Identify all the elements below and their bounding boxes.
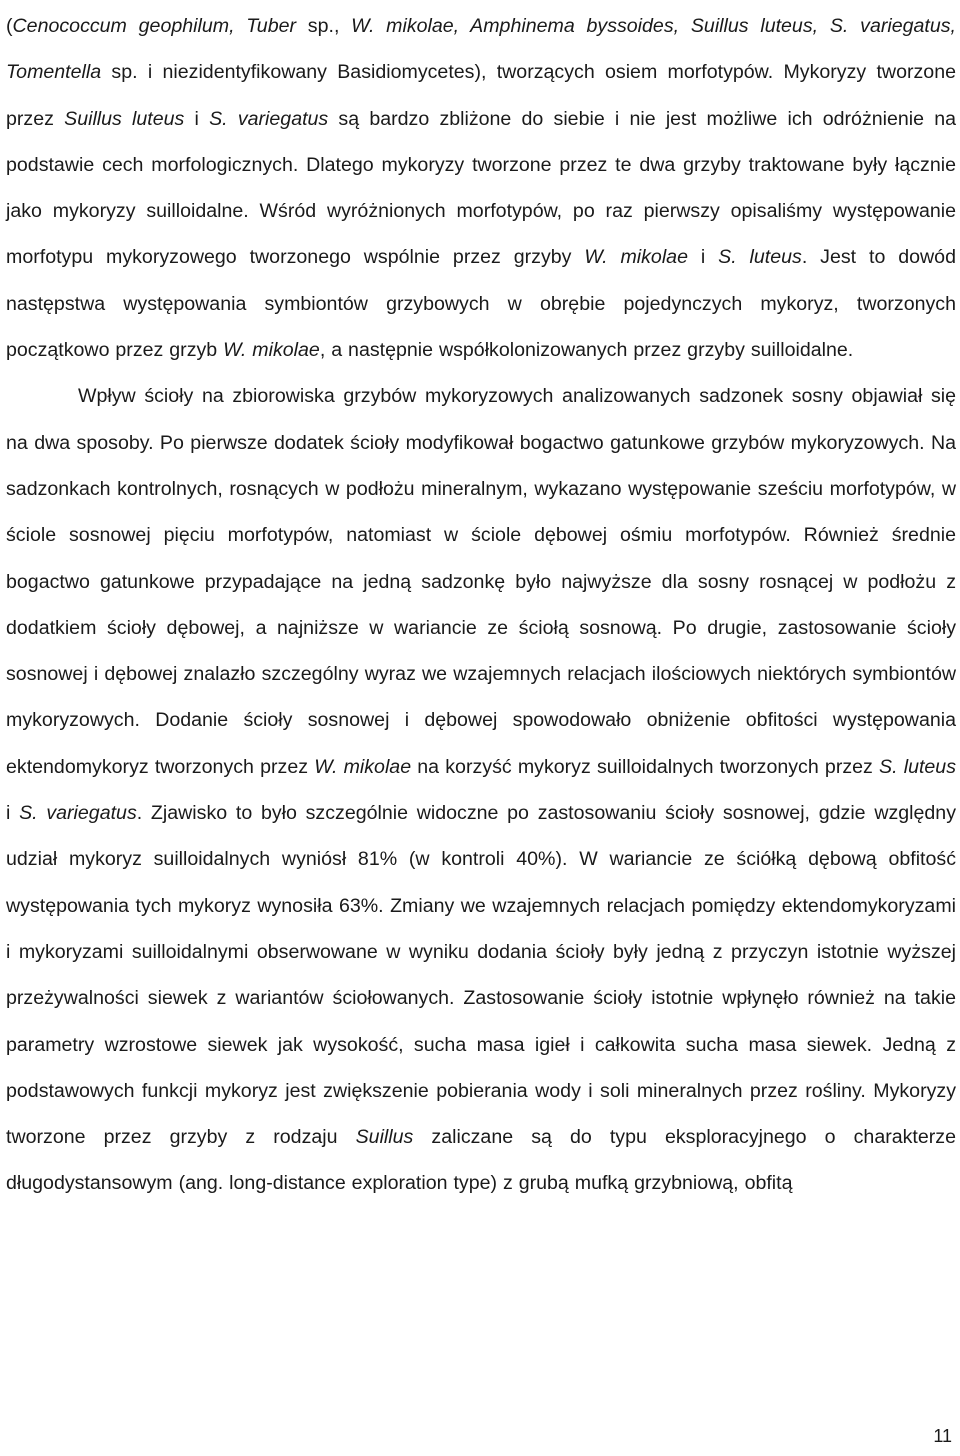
italic-text-segment: W. mikolae [584, 246, 688, 269]
italic-text-segment: Cenococcum geophilum, Tuber [12, 15, 297, 37]
text-segment: sp. i niezidentyfikowany Basidiomycetes), tworzących osiem morfotypów. Mykoryzy tworzone przez [6, 61, 956, 130]
italic-text-segment: S. luteus [879, 755, 957, 778]
text-segment: , a następnie współkolonizowanych przez grzyby suilloidalne. [319, 339, 854, 362]
paragraph-1 [6, 3, 956, 373]
text-segment: Wpływ ścioły na zbiorowiska grzybów mykoryzowych analizowanych sadzonek sosny objawiał się na dwa sposoby. Po pierwsze dodatek ścioły modyfikował bogactwo gatunkowe grzybów mykoryzowych. Na sadzonkach kontrolnych, rosnących w podłożu mineralnym, wykazano występowanie sześciu morfotypów, w ściole sosnowej pięciu morfotypów, natomiast w ściole dębowej ośmiu morfotypów. Również średnie bogactwo gatunkowe przypadające na jedną sadzonkę było najwyższe dla sosny rosnącej w podłożu z dodatkiem ścioły dębowej, a najniższe w wariancie ze ściołą sosnową. Po drugie, zastosowanie ścioły sosnowej i dębowej znalazło szczególny wyraz we wzajemnych relacjach ilościowych niektórych symbiontów mykoryzowych. Dodanie ścioły sosnowej i dębowej spowodowało obniżenie obfitości występowania ektendomykoryz tworzonych przez [6, 385, 956, 778]
text-segment: na korzyść mykoryz suilloidalnych tworzonych przez [411, 755, 880, 778]
document-page [6, 0, 956, 1207]
italic-text-segment: W. mikolae [314, 755, 412, 778]
text-segment: . Jest to dowód następstwa występowania symbiontów grzybowych w obrębie pojedynczych mykoryz, tworzonych początkowo przez grzyb [6, 246, 956, 362]
text-segment: są bardzo zbliżone do siebie i nie jest możliwe ich odróżnienie na podstawie cech morfologicznych. Dlatego mykoryzy tworzone przez te dwa grzyby traktowane były łącznie jako mykoryzy suilloidalne. Wśród wyróżnionych morfotypów, po raz pierwszy opisaliśmy występowanie morfotypu mykoryzowego tworzonego wspólnie przez grzyby [6, 107, 957, 269]
paragraph-2 [6, 373, 956, 1206]
italic-text-segment: Suillus [355, 1126, 414, 1149]
text-segment: i [184, 107, 210, 130]
text-segment: i [6, 802, 20, 825]
text-segment: zaliczane są do typu eksploracyjnego o charakterze długodystansowym (ang. long-distance exploration type) z grubą mufką grzybniową, obfitą [6, 1126, 956, 1195]
page-number: 11 [933, 1426, 952, 1446]
italic-text-segment: S. variegatus [19, 802, 137, 825]
text-segment: sp., [296, 15, 352, 37]
italic-text-segment: S. luteus [718, 246, 802, 269]
italic-text-segment: W. mikolae, Amphinema byssoides, Suillus luteus, S. variegatus, Tomentella [6, 15, 956, 84]
italic-text-segment: Suillus luteus [64, 107, 185, 130]
text-segment: ( [6, 15, 13, 37]
italic-text-segment: S. variegatus [209, 107, 329, 130]
text-segment: . Zjawisko to było szczególnie widoczne po zastosowaniu ścioły sosnowej, gdzie względny udział mykoryz suilloidalnych wyniósł 81% (w kontroli 40%). W wariancie ze ściółką dębową obfitość występowania tych mykoryz wynosiła 63%. Zmiany we wzajemnych relacjach pomiędzy ektendomykoryzami i mykoryzami suilloidalnymi obserwowane w wyniku dodania ścioły były jedną z przyczyn istotnie wyższej przeżywalności siewek z wariantów ściołowanych. Zastosowanie ścioły istotnie wpłynęło również na takie parametry wzrostowe siewek jak wysokość, sucha masa igieł i całkowita sucha masa siewek. Jedną z podstawowych funkcji mykoryz jest zwiększenie pobierania wody i soli mineralnych przez rośliny. Mykoryzy tworzone przez grzyby z rodzaju [6, 802, 957, 1149]
text-segment: i [687, 246, 719, 269]
italic-text-segment: W. mikolae [223, 339, 320, 362]
